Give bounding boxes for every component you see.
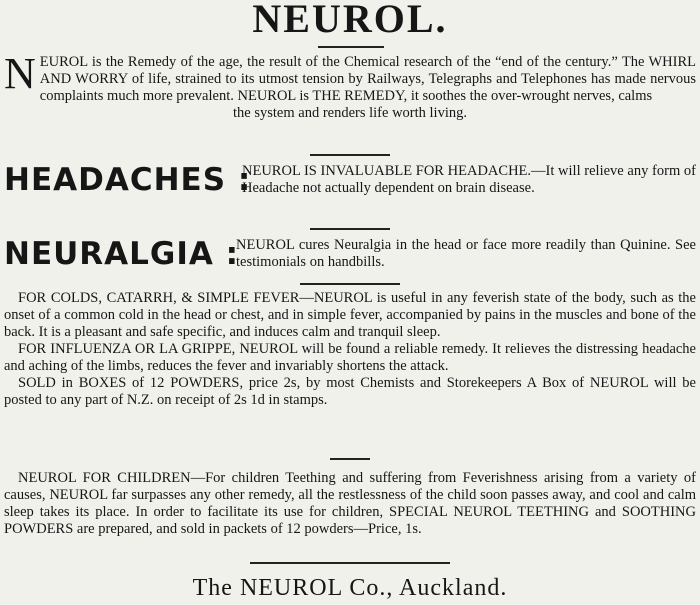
ad-title: NEUROL. (252, 0, 448, 41)
section-rule-3 (300, 283, 400, 285)
headaches-section (4, 163, 696, 197)
colds-paragraph: FOR COLDS, CATARRH, & SIMPLE FEVER—NEUROL is useful in any feverish state of the body, such as the onset of a common cold in the head or chest, and in simple fever, accompanied by pains in the muscles and bone of the back. It is a pleasant and safe specific, and induces calm and tranquil sleep. (4, 290, 696, 340)
title-rule (318, 46, 384, 48)
intro-text: EUROL is the Remedy of the age, the result of the Chemical research of the “end of the century.” The WHIRL AND WORRY of life, strained to its utmost tension by Railways, Telegraphs and Telephones has made nervous complaints much more prevalent. NEUROL is THE REMEDY, it soothes the over-wrought nerves, calms (39, 54, 696, 104)
sold-paragraph: SOLD in BOXES of 12 POWDERS, price 2s, by most Chemists and Storekeepers A Box of NEUROL will be posted to any part of N.Z. on receipt of 2s 1d in stamps. (4, 375, 696, 408)
neuralgia-section (4, 237, 696, 271)
intro-paragraph (4, 49, 696, 122)
section-rule-4 (330, 458, 370, 460)
remedies-block (4, 290, 696, 409)
intro-last-line: the system and renders life worth living. (233, 105, 467, 121)
section-rule-1 (310, 154, 390, 156)
neuralgia-heading: NEURALGIA : (4, 236, 240, 272)
neuralgia-text: NEUROL cures Neuralgia in the head or face more readily than Quinine. See testimonials on handbills. (236, 237, 696, 270)
influenza-paragraph: FOR INFLUENZA OR LA GRIPPE, NEUROL will be found a reliable remedy. It relieves the distressing headache and aching of the limbs, reduces the fever and invariably shortens the attack. (4, 341, 696, 374)
headaches-heading: HEADACHES : (4, 162, 252, 198)
intro-dropcap: N (4, 49, 36, 98)
section-rule-5 (250, 562, 450, 564)
section-rule-2 (310, 228, 390, 230)
children-paragraph: NEUROL FOR CHILDREN—For children Teething and suffering from Feverishness arising from a variety of causes, NEUROL far surpasses any other remedy, all the restlessness of the child soon passes away, and cool and calm sleep takes its place. In order to facilitate its use for children, SPECIAL NEUROL TEETHING and SOOTHING POWDERS are prepared, and sold in packets of 12 powders—Price, 1s. (4, 470, 696, 537)
footer-company: The NEUROL Co., Auckland. (192, 575, 508, 601)
headaches-text: NEUROL IS INVALUABLE FOR HEADACHE.—It will relieve any form of Headache not actually dependent on brain disease. (242, 163, 696, 196)
